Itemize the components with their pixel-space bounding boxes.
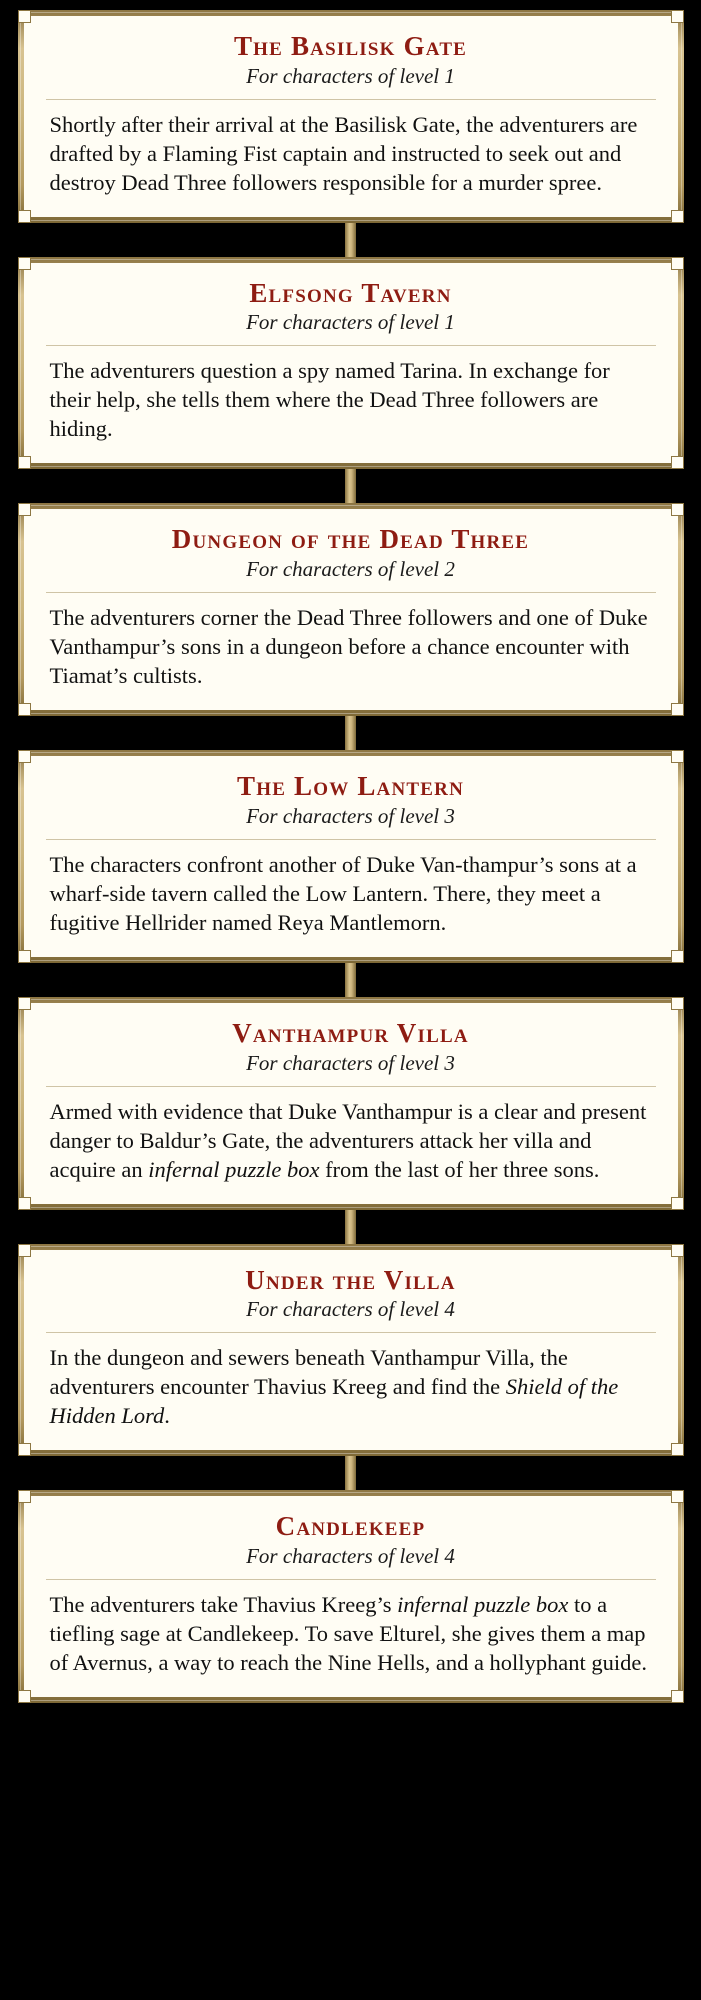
adventure-chapter-card <box>18 750 684 963</box>
card-body-panel <box>24 756 678 957</box>
card-description: The adventurers take Thavius Kreeg’s infernal puzzle box to a tiefling sage at Candlekeep. To save Elturel, she gives them a map of Avernus, a way to reach the Nine Hells, and a hollyphant guide. <box>49 1592 648 1676</box>
flow-connector <box>345 1456 356 1490</box>
flow-connector <box>345 716 356 750</box>
frame-corner-ornament-icon <box>18 1443 31 1456</box>
card-level-subtitle: For characters of level 2 <box>246 557 455 582</box>
card-body-panel <box>24 16 678 217</box>
adventure-chapter-card <box>18 1490 684 1703</box>
card-description: Shortly after their arrival at the Basilisk Gate, the adventurers are drafted by a Flaming Fist captain and instructed to seek out and destroy Dead Three followers responsible for a murder spree. <box>49 111 638 195</box>
frame-corner-ornament-icon <box>18 503 31 516</box>
frame-corner-ornament-icon <box>671 1244 684 1257</box>
card-title: Dungeon of the Dead Three <box>171 524 530 555</box>
frame-corner-ornament-icon <box>18 703 31 716</box>
frame-corner-ornament-icon <box>671 703 684 716</box>
card-divider <box>46 345 656 346</box>
frame-corner-ornament-icon <box>18 1244 31 1257</box>
flow-connector <box>345 469 356 503</box>
card-divider <box>46 99 656 100</box>
flow-connector <box>345 223 356 257</box>
adventure-chapter-card <box>18 503 684 716</box>
card-title: Candlekeep <box>275 1511 426 1542</box>
frame-corner-ornament-icon <box>671 1443 684 1456</box>
frame-corner-ornament-icon <box>18 10 31 23</box>
card-description: Armed with evidence that Duke Vanthampur is a clear and present danger to Baldur’s Gate, the adventurers attack her villa and acquire an infernal puzzle box from the last of her three sons. <box>49 1098 647 1182</box>
frame-corner-ornament-icon <box>18 997 31 1010</box>
frame-corner-ornament-icon <box>671 950 684 963</box>
frame-corner-ornament-icon <box>671 210 684 223</box>
frame-corner-ornament-icon <box>18 1490 31 1503</box>
card-body-panel <box>24 263 678 464</box>
card-body-panel <box>24 1003 678 1204</box>
adventure-chapter-card <box>18 10 684 223</box>
card-divider <box>46 1579 656 1580</box>
flow-connector <box>345 1210 356 1244</box>
card-title: Vanthampur Villa <box>232 1017 469 1048</box>
card-description: The characters confront another of Duke Van-thampur’s sons at a wharf-side tavern called the Low Lantern. There, they meet a fugitive Hellrider named Reya Mantlemorn. <box>49 851 637 935</box>
adventure-chapter-card <box>18 257 684 470</box>
frame-corner-ornament-icon <box>18 1690 31 1703</box>
frame-corner-ornament-icon <box>18 950 31 963</box>
frame-corner-ornament-icon <box>18 257 31 270</box>
card-divider <box>46 592 656 593</box>
adventure-chapter-card <box>18 1244 684 1457</box>
card-body-panel <box>24 1250 678 1451</box>
frame-corner-ornament-icon <box>671 1690 684 1703</box>
card-level-subtitle: For characters of level 4 <box>246 1544 455 1569</box>
adventure-chapter-card <box>18 997 684 1210</box>
frame-corner-ornament-icon <box>18 210 31 223</box>
frame-corner-ornament-icon <box>671 456 684 469</box>
frame-corner-ornament-icon <box>671 503 684 516</box>
card-body-panel <box>24 1496 678 1697</box>
card-divider <box>46 1332 656 1333</box>
frame-corner-ornament-icon <box>18 456 31 469</box>
card-divider <box>46 1086 656 1087</box>
flow-connector <box>345 963 356 997</box>
card-level-subtitle: For characters of level 3 <box>246 803 455 828</box>
card-title: Elfsong Tavern <box>249 277 452 308</box>
card-description: In the dungeon and sewers beneath Vanthampur Villa, the adventurers encounter Thavius Kreeg and find the Shield of the Hidden Lord. <box>49 1345 619 1429</box>
card-body-panel <box>24 509 678 710</box>
frame-corner-ornament-icon <box>18 1197 31 1210</box>
card-title: Under the Villa <box>245 1264 456 1295</box>
card-description: The adventurers corner the Dead Three followers and one of Duke Vanthampur’s sons in a dungeon before a chance encounter with Tiamat’s cultists. <box>49 605 648 689</box>
frame-corner-ornament-icon <box>671 257 684 270</box>
card-divider <box>46 839 656 840</box>
frame-corner-ornament-icon <box>671 1197 684 1210</box>
card-level-subtitle: For characters of level 3 <box>246 1050 455 1075</box>
frame-corner-ornament-icon <box>18 750 31 763</box>
card-level-subtitle: For characters of level 4 <box>246 1297 455 1322</box>
frame-corner-ornament-icon <box>671 10 684 23</box>
frame-corner-ornament-icon <box>671 750 684 763</box>
card-title: The Basilisk Gate <box>233 31 468 61</box>
frame-corner-ornament-icon <box>671 1490 684 1503</box>
card-description: The adventurers question a spy named Tarina. In exchange for their help, she tells them where the Dead Three followers are hiding. <box>49 358 610 442</box>
frame-corner-ornament-icon <box>671 997 684 1010</box>
card-level-subtitle: For characters of level 1 <box>246 310 455 335</box>
card-title: The Low Lantern <box>237 771 464 802</box>
card-level-subtitle: For characters of level 1 <box>246 63 455 88</box>
